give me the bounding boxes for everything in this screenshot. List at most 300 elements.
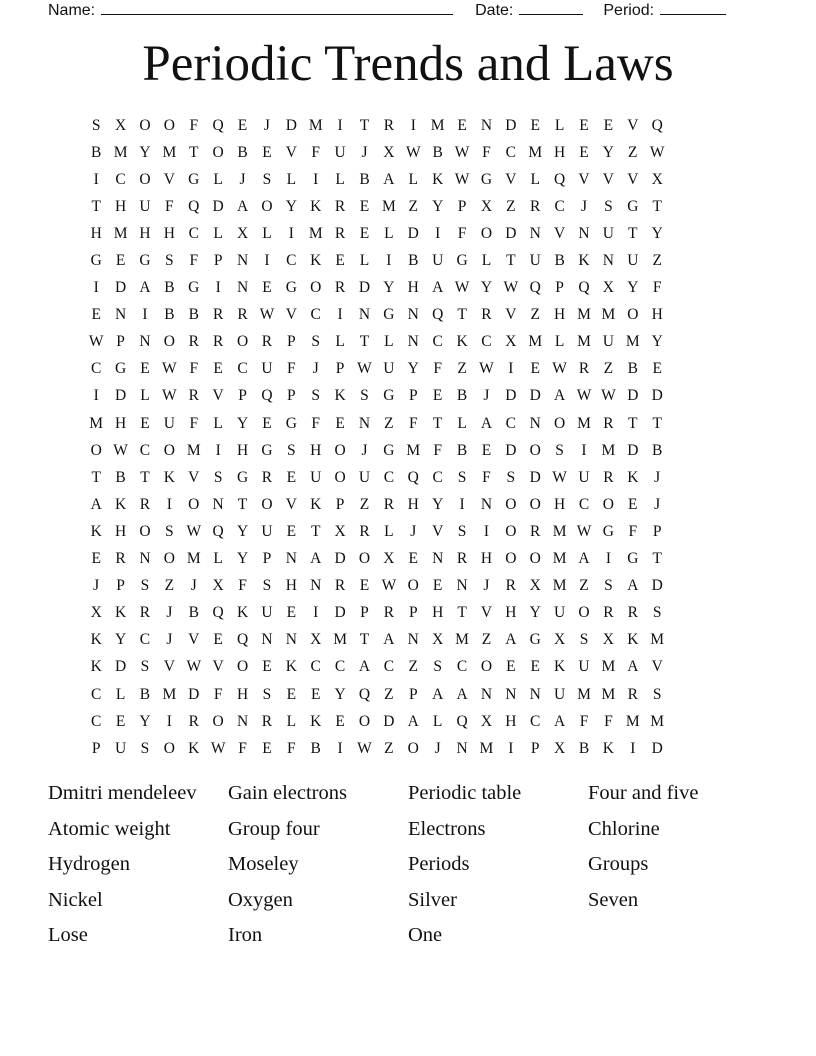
grid-letter[interactable]: I [605,550,611,568]
grid-letter[interactable]: O [554,414,566,432]
grid-letter[interactable]: S [165,252,174,270]
grid-letter[interactable]: R [212,333,224,351]
grid-letter[interactable]: N [480,495,493,513]
grid-letter[interactable]: N [236,252,249,270]
grid-letter[interactable]: P [457,197,467,215]
grid-letter[interactable]: J [166,604,173,622]
grid-letter[interactable]: F [189,360,199,378]
grid-letter[interactable]: U [578,468,590,486]
grid-letter[interactable]: M [186,550,201,568]
grid-letter[interactable]: Y [651,224,663,242]
grid-letter[interactable]: E [91,306,101,324]
grid-letter[interactable]: J [239,170,246,188]
grid-letter[interactable]: H [114,522,127,540]
grid-letter[interactable]: Z [384,414,394,432]
grid-letter[interactable]: N [114,306,127,324]
grid-letter[interactable]: G [139,252,151,270]
grid-letter[interactable]: Q [358,685,371,703]
grid-letter[interactable]: R [334,224,346,242]
grid-letter[interactable]: T [359,116,370,134]
grid-letter[interactable]: C [530,712,541,730]
grid-letter[interactable]: X [602,279,614,297]
grid-letter[interactable]: D [627,387,639,405]
grid-letter[interactable]: S [140,658,150,676]
grid-letter[interactable]: V [578,170,590,188]
grid-letter[interactable]: F [628,522,638,540]
grid-letter[interactable]: D [114,279,127,297]
grid-letter[interactable]: V [188,631,200,649]
grid-letter[interactable]: E [579,116,589,134]
grid-letter[interactable]: M [455,631,469,649]
grid-letter[interactable]: M [406,441,421,459]
grid-letter[interactable]: Y [602,143,614,161]
grid-letter[interactable]: H [285,577,297,595]
grid-letter[interactable]: V [163,658,175,676]
grid-letter[interactable]: I [581,441,587,459]
grid-letter[interactable]: L [213,550,223,568]
grid-letter[interactable]: H [407,279,419,297]
grid-letter[interactable]: L [359,252,370,270]
grid-letter[interactable]: I [93,170,99,188]
date-blank-line[interactable] [519,0,583,15]
grid-letter[interactable]: O [407,577,419,595]
grid-letter[interactable]: O [505,495,517,513]
grid-letter[interactable]: P [408,685,418,703]
grid-letter[interactable]: E [335,252,345,270]
grid-letter[interactable]: B [237,143,248,161]
grid-letter[interactable]: U [139,197,151,215]
grid-letter[interactable]: O [90,441,102,459]
grid-letter[interactable]: M [308,224,323,242]
grid-letter[interactable]: X [90,604,102,622]
grid-letter[interactable]: J [190,577,197,595]
grid-letter[interactable]: P [335,495,345,513]
grid-letter[interactable]: D [505,387,517,405]
grid-letter[interactable]: H [651,306,663,324]
grid-letter[interactable]: T [652,414,662,432]
grid-letter[interactable]: R [603,468,614,486]
grid-letter[interactable]: P [335,360,345,378]
grid-letter[interactable]: L [140,387,150,405]
grid-letter[interactable]: U [602,224,614,242]
grid-letter[interactable]: Z [628,143,638,161]
grid-letter[interactable]: L [262,224,272,242]
grid-letter[interactable]: F [482,143,491,161]
grid-letter[interactable]: W [552,360,567,378]
grid-letter[interactable]: K [114,604,127,622]
grid-letter[interactable]: P [116,577,125,595]
grid-letter[interactable]: R [481,306,492,324]
grid-letter[interactable]: C [505,143,516,161]
grid-letter[interactable]: L [335,170,345,188]
grid-letter[interactable]: M [577,306,591,324]
grid-letter[interactable]: D [114,387,127,405]
grid-letter[interactable]: R [334,577,346,595]
grid-letter[interactable]: C [505,414,516,432]
grid-letter[interactable]: K [163,468,175,486]
grid-letter[interactable]: W [381,577,397,595]
grid-letter[interactable]: S [457,468,467,486]
grid-letter[interactable]: F [482,468,491,486]
grid-letter[interactable]: Z [481,631,492,649]
grid-letter[interactable]: O [261,495,273,513]
grid-letter[interactable]: E [652,360,662,378]
grid-letter[interactable]: P [213,252,223,270]
grid-letter[interactable]: U [383,360,395,378]
grid-letter[interactable]: A [554,387,566,405]
grid-letter[interactable]: R [383,495,395,513]
grid-letter[interactable]: R [530,197,541,215]
grid-letter[interactable]: V [554,224,566,242]
grid-letter[interactable]: L [432,712,443,730]
grid-letter[interactable]: A [236,197,249,215]
grid-letter[interactable]: T [91,197,101,215]
grid-letter[interactable]: E [603,116,614,134]
grid-letter[interactable]: J [361,143,368,161]
grid-letter[interactable]: B [652,441,663,459]
grid-letter[interactable]: O [163,116,175,134]
grid-letter[interactable]: V [163,170,175,188]
grid-letter[interactable]: S [652,604,662,622]
grid-letter[interactable]: Z [384,739,394,757]
grid-letter[interactable]: E [262,414,272,432]
grid-letter[interactable]: A [358,658,371,676]
grid-letter[interactable]: T [652,550,662,568]
grid-letter[interactable]: R [359,522,370,540]
grid-letter[interactable]: H [505,604,517,622]
grid-letter[interactable]: Q [212,604,224,622]
grid-letter[interactable]: V [627,116,639,134]
grid-letter[interactable]: I [166,495,172,513]
grid-letter[interactable]: E [262,279,272,297]
grid-letter[interactable]: W [552,468,567,486]
grid-letter[interactable]: M [528,143,543,161]
grid-letter[interactable]: T [359,333,370,351]
grid-letter[interactable]: E [335,414,345,432]
grid-letter[interactable]: M [552,577,567,595]
grid-letter[interactable]: Z [359,495,370,513]
grid-letter[interactable]: R [578,360,590,378]
grid-letter[interactable]: G [627,197,639,215]
grid-letter[interactable]: O [261,197,273,215]
grid-letter[interactable]: D [334,550,346,568]
grid-letter[interactable]: P [408,387,418,405]
grid-letter[interactable]: N [285,550,297,568]
grid-letter[interactable]: A [407,712,419,730]
grid-letter[interactable]: R [188,333,199,351]
grid-letter[interactable]: Z [603,360,614,378]
grid-letter[interactable]: P [238,387,247,405]
grid-letter[interactable]: I [215,441,221,459]
grid-letter[interactable]: L [554,116,565,134]
grid-letter[interactable]: B [456,387,468,405]
grid-letter[interactable]: Z [457,360,467,378]
grid-letter[interactable]: N [261,631,273,649]
grid-letter[interactable]: E [359,577,370,595]
grid-letter[interactable]: D [212,197,224,215]
grid-letter[interactable]: J [93,577,100,595]
grid-letter[interactable]: K [554,658,566,676]
grid-letter[interactable]: S [652,685,662,703]
grid-letter[interactable]: N [480,685,493,703]
grid-letter[interactable]: W [210,739,226,757]
grid-letter[interactable]: S [262,577,272,595]
grid-letter[interactable]: D [529,387,541,405]
grid-letter[interactable]: X [383,550,395,568]
grid-letter[interactable]: X [480,712,493,730]
grid-letter[interactable]: F [311,414,321,432]
grid-letter[interactable]: X [310,631,322,649]
grid-letter[interactable]: N [505,685,517,703]
grid-letter[interactable]: U [554,685,566,703]
grid-letter[interactable]: P [116,333,125,351]
grid-letter[interactable]: Z [384,685,394,703]
grid-letter[interactable]: R [115,550,126,568]
grid-letter[interactable]: N [285,631,297,649]
grid-letter[interactable]: E [115,712,126,730]
grid-letter[interactable]: E [286,685,297,703]
grid-letter[interactable]: U [529,252,541,270]
grid-letter[interactable]: W [113,441,128,459]
grid-letter[interactable]: M [650,631,665,649]
grid-letter[interactable]: I [386,252,392,270]
grid-letter[interactable]: H [90,224,102,242]
grid-letter[interactable]: O [236,658,249,676]
grid-letter[interactable]: A [432,279,444,297]
grid-letter[interactable]: E [579,143,589,161]
grid-letter[interactable]: R [188,387,199,405]
grid-letter[interactable]: A [627,658,639,676]
grid-letter[interactable]: R [603,604,614,622]
grid-letter[interactable]: M [479,739,494,757]
grid-letter[interactable]: R [627,685,638,703]
grid-letter[interactable]: N [529,224,541,242]
grid-letter[interactable]: K [310,495,322,513]
grid-letter[interactable]: W [88,333,104,351]
grid-letter[interactable]: J [361,441,368,459]
grid-letter[interactable]: E [115,252,126,270]
grid-letter[interactable]: K [90,631,102,649]
grid-letter[interactable]: A [383,170,395,188]
grid-letter[interactable]: R [188,712,199,730]
grid-letter[interactable]: I [483,522,490,540]
grid-letter[interactable]: C [554,197,565,215]
grid-letter[interactable]: Y [236,414,249,432]
grid-letter[interactable]: Q [651,116,663,134]
grid-letter[interactable]: M [577,414,591,432]
grid-letter[interactable]: O [163,333,175,351]
grid-letter[interactable]: L [213,414,223,432]
grid-letter[interactable]: K [602,739,614,757]
grid-letter[interactable]: W [649,143,665,161]
grid-letter[interactable]: L [335,333,345,351]
grid-letter[interactable]: X [114,116,127,134]
grid-letter[interactable]: V [285,306,297,324]
grid-letter[interactable]: S [604,577,613,595]
grid-letter[interactable]: L [213,224,223,242]
grid-letter[interactable]: E [432,387,443,405]
grid-letter[interactable]: J [580,197,588,215]
grid-letter[interactable]: U [334,143,346,161]
grid-letter[interactable]: M [601,685,616,703]
grid-letter[interactable]: Y [139,143,151,161]
grid-letter[interactable]: X [529,577,541,595]
grid-letter[interactable]: P [360,604,369,622]
grid-letter[interactable]: G [236,468,249,486]
grid-letter[interactable]: I [93,279,99,297]
grid-letter[interactable]: O [310,279,322,297]
period-blank-line[interactable] [660,0,726,15]
grid-letter[interactable]: E [91,550,101,568]
grid-letter[interactable]: O [358,550,371,568]
grid-letter[interactable]: J [166,631,173,649]
grid-letter[interactable]: N [358,414,371,432]
grid-letter[interactable]: E [213,360,223,378]
grid-letter[interactable]: C [310,306,321,324]
grid-letter[interactable]: R [627,604,638,622]
grid-letter[interactable]: V [285,143,297,161]
grid-letter[interactable]: I [166,712,172,730]
grid-letter[interactable]: U [602,333,614,351]
grid-letter[interactable]: A [554,712,566,730]
grid-letter[interactable]: M [162,685,177,703]
grid-letter[interactable]: H [480,550,493,568]
grid-letter[interactable]: K [432,170,444,188]
grid-letter[interactable]: T [310,522,321,540]
grid-letter[interactable]: O [578,604,590,622]
grid-letter[interactable]: W [576,522,592,540]
grid-letter[interactable]: H [554,495,566,513]
grid-letter[interactable]: F [287,739,296,757]
grid-letter[interactable]: F [213,685,223,703]
grid-letter[interactable]: M [601,306,616,324]
grid-letter[interactable]: P [287,387,296,405]
grid-letter[interactable]: I [435,224,441,242]
grid-letter[interactable]: H [236,441,249,459]
grid-letter[interactable]: C [115,170,126,188]
grid-letter[interactable]: C [139,441,151,459]
grid-letter[interactable]: I [508,360,514,378]
grid-letter[interactable]: E [262,143,272,161]
grid-letter[interactable]: E [359,224,370,242]
grid-letter[interactable]: L [457,414,467,432]
grid-letter[interactable]: Y [139,712,151,730]
grid-letter[interactable]: Q [236,631,249,649]
grid-letter[interactable]: L [384,333,394,351]
grid-letter[interactable]: H [432,604,444,622]
grid-letter[interactable]: Y [407,360,419,378]
grid-letter[interactable]: R [603,414,614,432]
grid-letter[interactable]: Y [114,631,127,649]
grid-letter[interactable]: J [654,468,661,486]
grid-letter[interactable]: K [456,333,468,351]
grid-letter[interactable]: W [479,360,494,378]
grid-letter[interactable]: N [578,224,590,242]
grid-letter[interactable]: E [628,495,638,513]
grid-letter[interactable]: D [358,279,371,297]
grid-letter[interactable]: G [480,170,493,188]
grid-letter[interactable]: G [602,522,614,540]
grid-letter[interactable]: U [261,604,273,622]
grid-letter[interactable]: E [237,116,248,134]
grid-letter[interactable]: A [310,550,322,568]
grid-letter[interactable]: V [212,658,224,676]
grid-letter[interactable]: O [334,441,346,459]
grid-letter[interactable]: T [506,252,516,270]
grid-letter[interactable]: A [480,414,493,432]
grid-letter[interactable]: S [262,170,272,188]
grid-letter[interactable]: Z [530,306,540,324]
grid-letter[interactable]: L [286,170,297,188]
grid-letter[interactable]: C [481,333,492,351]
grid-letter[interactable]: I [459,495,465,513]
grid-letter[interactable]: J [434,739,441,757]
grid-letter[interactable]: N [236,279,249,297]
grid-letter[interactable]: Q [432,306,444,324]
grid-letter[interactable]: D [505,441,517,459]
grid-letter[interactable]: D [407,224,419,242]
grid-letter[interactable]: J [483,577,490,595]
grid-letter[interactable]: I [215,279,221,297]
grid-letter[interactable]: V [285,495,297,513]
grid-letter[interactable]: E [286,604,297,622]
grid-letter[interactable]: S [360,387,369,405]
grid-letter[interactable]: C [91,360,102,378]
grid-letter[interactable]: Q [578,279,590,297]
grid-letter[interactable]: F [189,116,199,134]
grid-letter[interactable]: E [335,712,345,730]
grid-letter[interactable]: X [432,631,444,649]
grid-letter[interactable]: T [457,604,467,622]
grid-letter[interactable]: X [212,577,224,595]
name-blank-line[interactable] [101,0,453,15]
grid-letter[interactable]: C [286,252,297,270]
grid-letter[interactable]: B [188,604,199,622]
grid-letter[interactable]: H [163,224,175,242]
grid-letter[interactable]: K [578,252,590,270]
grid-letter[interactable]: E [262,739,272,757]
grid-letter[interactable]: H [310,441,322,459]
grid-letter[interactable]: Y [334,685,346,703]
grid-letter[interactable]: V [212,387,224,405]
grid-letter[interactable]: O [139,522,151,540]
grid-letter[interactable]: G [285,279,297,297]
grid-letter[interactable]: G [261,441,273,459]
grid-letter[interactable]: Q [212,116,224,134]
grid-letter[interactable]: W [357,739,372,757]
grid-letter[interactable]: P [408,604,418,622]
grid-letter[interactable]: Z [506,197,516,215]
grid-letter[interactable]: L [286,712,297,730]
grid-letter[interactable]: W [601,387,616,405]
grid-letter[interactable]: V [627,170,639,188]
grid-letter[interactable]: H [554,143,566,161]
grid-letter[interactable]: B [115,468,126,486]
grid-letter[interactable]: K [90,522,102,540]
grid-letter[interactable]: Y [432,197,444,215]
grid-letter[interactable]: G [114,360,127,378]
grid-letter[interactable]: O [358,712,371,730]
grid-letter[interactable]: I [288,224,294,242]
grid-letter[interactable]: A [456,685,468,703]
grid-letter[interactable]: S [311,333,321,351]
grid-letter[interactable]: M [333,631,347,649]
grid-letter[interactable]: N [407,333,419,351]
grid-letter[interactable]: E [213,631,223,649]
grid-letter[interactable]: T [237,495,248,513]
grid-letter[interactable]: Y [236,522,249,540]
grid-letter[interactable]: O [407,739,419,757]
